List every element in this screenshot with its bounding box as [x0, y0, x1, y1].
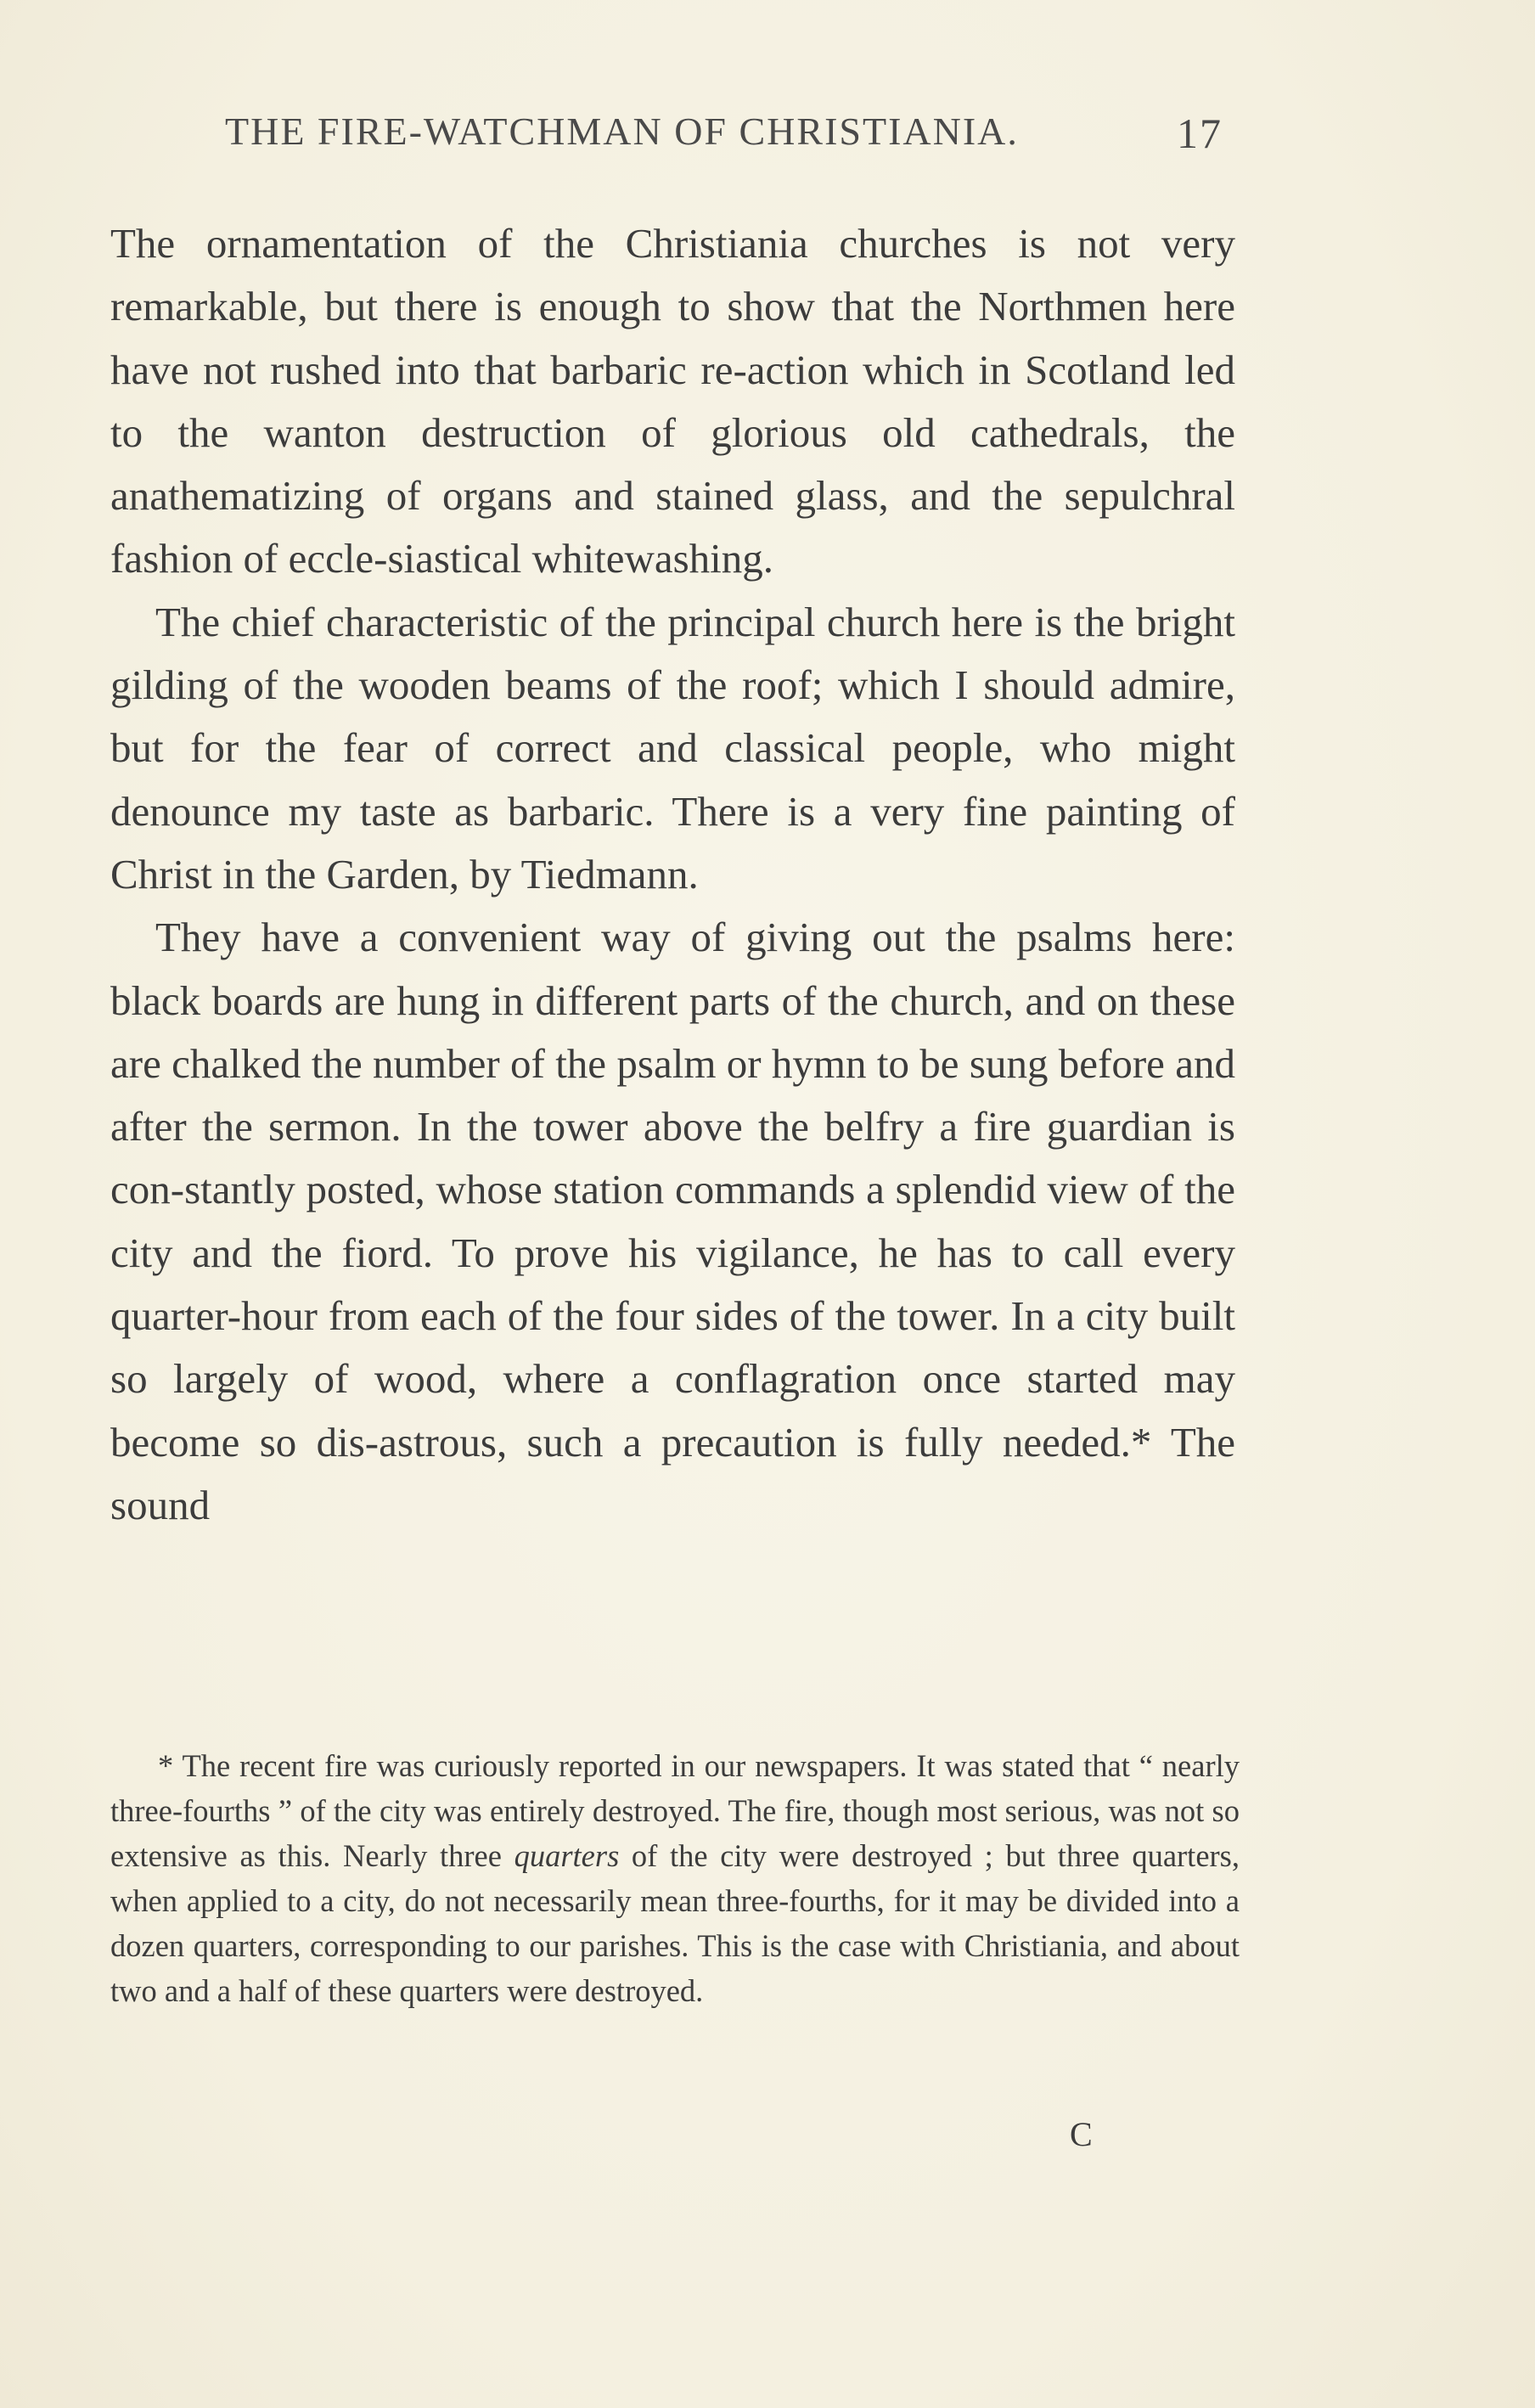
signature-mark: C: [1070, 2115, 1093, 2153]
paragraph-1: The ornamentation of the Christiania churches is not very remarkable, but there is enough to show that the Northmen here have not rushed into that barbaric re-action which in Scotland led to the wanton destruction of glorious old cathedrals, the anathematizing of organs and stained glass, and the sepulchral fashion of eccle-siastical whitewashing.: [110, 220, 1235, 582]
page-number: 17: [1177, 110, 1223, 157]
paragraph-3: They have a convenient way of giving out the psalms here: black boards are hung in different parts of the church, and on these are chalked the number of the psalm or hymn to be sung before and after the sermon. In the tower above the belfry a fire guardian is con-stantly posted, whose station commands a splendid view of the city and the fiord. To prove his vigilance, he has to call every quarter-hour from each of the four sides of the tower. In a city built so largely of wood, where a conflagration once started may become so dis-astrous, such a precaution is fully needed.* The sound: [110, 914, 1235, 1528]
footnote: [110, 1743, 1240, 2013]
paragraph-2: The chief characteristic of the principal church here is the bright gilding of the wooden beams of the roof; which I should admire, but for the fear of correct and classical people, who might denounce my taste as barbaric. There is a very fine painting of Christ in the Garden, by Tiedmann.: [110, 598, 1235, 897]
running-title: THE FIRE-WATCHMAN OF CHRISTIANIA.: [225, 110, 1019, 153]
footnote-text-after: of the city were destroyed ; but three quarters, when applied to a city, do not necessarily mean three-fourths, for it may be divided into a dozen quarters, corresponding to our parishes. This is the case with Christiania, and about two and a half of these quarters were destroyed.: [110, 1838, 1240, 2008]
main-text: [110, 212, 1235, 1537]
footnote-text: [110, 1743, 1240, 2013]
footnote-text-before: * The recent fire was curiously reported in our newspapers. It was stated that “ nearly three-fourths ” of the city was entirely destroyed. The fire, though most serious, was not so extensive as this. Nearly three: [110, 1748, 1240, 1873]
running-header: [225, 109, 1223, 160]
footnote-italic-word: quarters: [514, 1838, 620, 1873]
